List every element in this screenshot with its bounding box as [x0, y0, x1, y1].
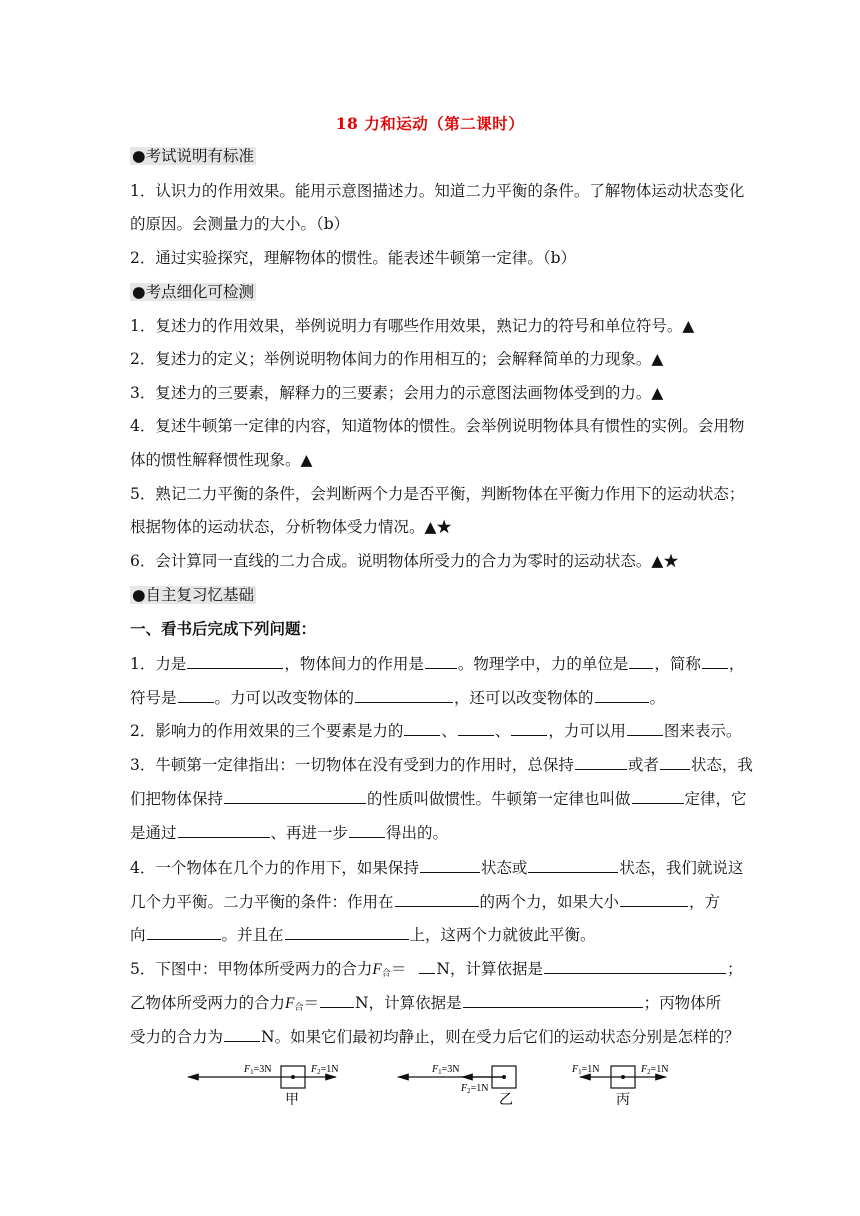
- question-4-line-3: 向 。并且在 上，这两个力就彼此平衡。: [130, 926, 596, 944]
- answer-blank[interactable]: [285, 924, 409, 940]
- part1-heading: 一、看书后完成下列问题：: [130, 619, 317, 638]
- force-label-f2: $F_2=1N$: [311, 1064, 339, 1076]
- section-detail: ●考点细化可检测: [132, 283, 255, 301]
- detail-item: 4．复述牛顿第一定律的内容，知道物体的惯性。会举例说明物体具有惯性的实例。会用物: [130, 417, 745, 435]
- question-5-line-2: 乙物体所受两力的合力$F_合= N$，计算依据是 ；丙物体所: [130, 994, 722, 1013]
- question-3-line-3: 是通过 、再进一步 得出的。: [130, 824, 449, 842]
- diagram-jia: [188, 1064, 338, 1108]
- detail-item: 根据物体的运动状态，分析物体受力情况。▲★: [130, 518, 452, 536]
- detail-item: 5．熟记二力平衡的条件，会判断两个力是否平衡，判断物体在平衡力作用下的运动状态；: [130, 485, 745, 503]
- exam-item: 的原因。会测量力的大小。（b）: [130, 215, 350, 233]
- answer-blank[interactable]: [511, 720, 547, 736]
- answer-blank[interactable]: [595, 687, 649, 703]
- answer-blank[interactable]: [702, 653, 728, 669]
- section-review: ●自主复习忆基础: [132, 586, 255, 604]
- detail-item: 2．复述力的定义；举例说明物体间力的作用相互的；会解释简单的力现象。▲: [130, 350, 664, 368]
- object-label-jia: 甲: [285, 1093, 299, 1108]
- question-2: 2．影响力的作用效果的三个要素是力的 、 、 ，力可以用 图来表示。: [130, 722, 742, 740]
- detail-item: 3．复述力的三要素，解释力的三要素；会用力的示意图法画物体受到的力。▲: [130, 384, 664, 402]
- answer-blank[interactable]: [425, 653, 457, 669]
- answer-blank[interactable]: [629, 653, 653, 669]
- answer-blank[interactable]: [420, 857, 480, 873]
- answer-blank[interactable]: [627, 720, 663, 736]
- answer-blank[interactable]: [660, 754, 690, 770]
- answer-blank[interactable]: [349, 822, 385, 838]
- diagram-yi: [398, 1064, 516, 1108]
- object-label-bing: 丙: [616, 1093, 630, 1108]
- force-label-f1: $F_1=1N$: [572, 1064, 600, 1076]
- detail-item: 6．会计算同一直线的二力合成。说明物体所受力的合力为零时的运动状态。▲★: [130, 552, 679, 570]
- answer-blank[interactable]: [632, 788, 684, 804]
- answer-blank[interactable]: [620, 891, 688, 907]
- answer-blank[interactable]: [575, 754, 627, 770]
- force-label-f1: $F_1=3N$: [432, 1064, 460, 1076]
- force-label-f1: $F_1=3N$: [244, 1064, 272, 1076]
- detail-item: 1．复述力的作用效果，举例说明力有哪些作用效果，熟记力的符号和单位符号。▲: [130, 317, 695, 335]
- question-5-line-1: 5．下图中：甲物体所受两力的合力$F_合= N$，计算依据是 ；: [130, 960, 743, 979]
- force-diagrams: [0, 1058, 860, 1138]
- answer-blank[interactable]: [419, 958, 435, 974]
- answer-blank[interactable]: [544, 958, 726, 974]
- question-5-line-3: 受力的合力为 N。如果它们最初均静止，则在受力后它们的运动状态分别是怎样的？: [130, 1028, 740, 1046]
- answer-blank[interactable]: [187, 653, 283, 669]
- page-title: 18 力和运动（第二课时）: [335, 114, 525, 133]
- answer-blank[interactable]: [463, 992, 643, 1008]
- question-3-line-2: 们把物体保持 的性质叫做惯性。牛顿第一定律也叫做 定律，它: [130, 790, 747, 808]
- answer-blank[interactable]: [320, 992, 354, 1008]
- diagram-bing: [571, 1064, 668, 1108]
- question-1-line-2: 符号是 。力可以改变物体的 ，还可以改变物体的 。: [130, 689, 666, 707]
- exam-item: 1．认识力的作用效果。能用示意图描述力。知道二力平衡的条件。了解物体运动状态变化: [130, 182, 745, 200]
- detail-item: 体的惯性解释惯性现象。▲: [130, 451, 313, 469]
- answer-blank[interactable]: [224, 1026, 260, 1042]
- answer-blank[interactable]: [178, 822, 270, 838]
- answer-blank[interactable]: [355, 687, 453, 703]
- answer-blank[interactable]: [178, 687, 214, 703]
- section-exam-standard: ●考试说明有标准: [132, 147, 255, 165]
- answer-blank[interactable]: [224, 788, 366, 804]
- question-1-line-1: 1．力是 ，物体间力的作用是 。物理学中，力的单位是 ，简称 ，: [130, 655, 745, 673]
- object-label-yi: 乙: [499, 1093, 513, 1108]
- question-4-line-1: 4．一个物体在几个力的作用下，如果保持 状态或 状态，我们就说这: [130, 859, 744, 877]
- force-label-f2: $F_2=1N$: [461, 1083, 489, 1095]
- answer-blank[interactable]: [147, 924, 221, 940]
- force-label-f2: $F_2=1N$: [641, 1064, 669, 1076]
- exam-item: 2．通过实验探究，理解物体的惯性。能表述牛顿第一定律。（b）: [130, 249, 577, 267]
- answer-blank[interactable]: [458, 720, 494, 736]
- question-3-line-1: 3．牛顿第一定律指出：一切物体在没有受到力的作用时，总保持 或者 状态，我: [130, 756, 753, 774]
- answer-blank[interactable]: [404, 720, 440, 736]
- answer-blank[interactable]: [395, 891, 479, 907]
- answer-blank[interactable]: [528, 857, 618, 873]
- question-4-line-2: 几个力平衡。二力平衡的条件：作用在 的两个力，如果大小 ，方: [130, 893, 721, 911]
